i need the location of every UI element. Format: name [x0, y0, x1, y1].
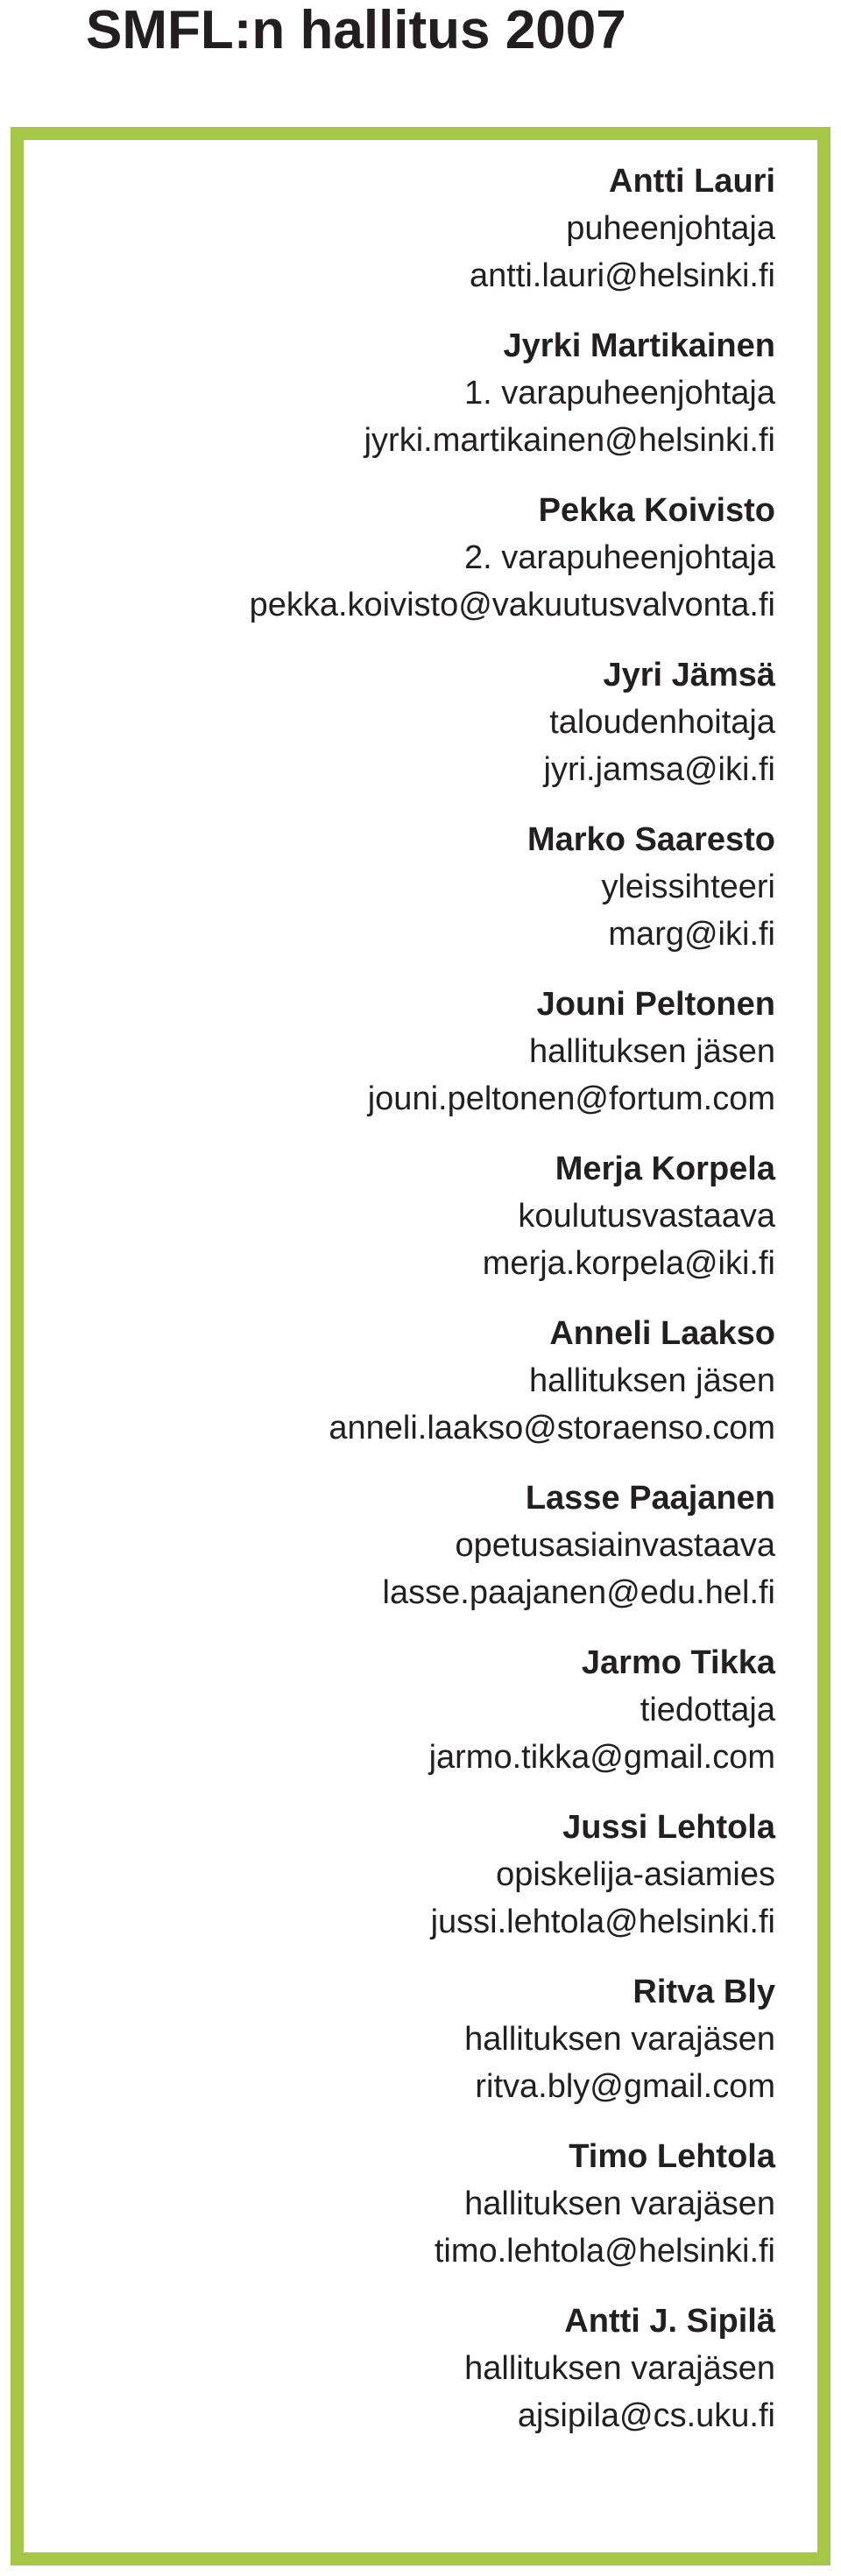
member-role: hallituksen jäsen	[529, 1362, 775, 1399]
member-email: antti.lauri@helsinki.fi	[469, 257, 775, 294]
member-role: koulutusvastaava	[518, 1198, 775, 1235]
member-email: jouni.peltonen@fortum.com	[367, 1080, 775, 1117]
member-entry	[250, 1639, 775, 1781]
member-name: Antti J. Sipilä	[564, 2303, 775, 2340]
member-name: Jouni Peltonen	[536, 986, 775, 1023]
member-email: jussi.lehtola@helsinki.fi	[430, 1904, 775, 1940]
member-entry	[250, 1968, 775, 2110]
page-title: SMFL:n hallitus 2007	[86, 0, 626, 60]
member-email: pekka.koivisto@vakuutusvalvonta.fi	[249, 587, 775, 623]
member-email: lasse.paajanen@edu.hel.fi	[382, 1574, 775, 1611]
member-role: opetusasiainvastaava	[455, 1527, 775, 1564]
board-members-frame	[11, 127, 830, 2565]
board-member-list	[250, 158, 775, 2462]
member-entry	[250, 816, 775, 958]
member-name: Jarmo Tikka	[581, 1644, 775, 1681]
member-role: hallituksen varajäsen	[464, 2185, 775, 2222]
member-email: ajsipila@cs.uku.fi	[517, 2397, 775, 2434]
member-role: taloudenhoitaja	[549, 704, 775, 741]
member-role: tiedottaja	[640, 1692, 775, 1728]
member-email: jyrki.martikainen@helsinki.fi	[364, 422, 775, 459]
member-name: Jyrki Martikainen	[503, 327, 775, 364]
member-name: Lasse Paajanen	[525, 1480, 775, 1517]
member-email: timo.lehtola@helsinki.fi	[434, 2233, 775, 2270]
member-entry	[250, 1145, 775, 1287]
member-entry	[250, 487, 775, 629]
member-email: jarmo.tikka@gmail.com	[428, 1739, 775, 1776]
member-email: anneli.laakso@storaenso.com	[329, 1410, 775, 1446]
member-entry	[250, 2133, 775, 2275]
member-role: hallituksen varajäsen	[464, 2350, 775, 2387]
member-role: yleissihteeri	[601, 869, 775, 905]
member-name: Ritva Bly	[633, 1974, 775, 2010]
member-role: 2. varapuheenjohtaja	[464, 539, 775, 576]
member-role: 1. varapuheenjohtaja	[464, 375, 775, 412]
member-entry	[250, 1475, 775, 1616]
member-entry	[250, 322, 775, 464]
member-name: Merja Korpela	[555, 1151, 775, 1187]
member-name: Pekka Koivisto	[538, 492, 775, 529]
member-role: puheenjohtaja	[566, 210, 775, 247]
member-email: marg@iki.fi	[608, 916, 775, 953]
member-entry	[250, 2298, 775, 2439]
member-role: opiskelija-asiamies	[496, 1856, 775, 1893]
member-email: ritva.bly@gmail.com	[475, 2068, 775, 2105]
member-name: Timo Lehtola	[569, 2138, 775, 2175]
member-entry	[250, 651, 775, 793]
member-entry	[250, 1804, 775, 1946]
member-entry	[250, 981, 775, 1123]
member-name: Anneli Laakso	[549, 1315, 775, 1352]
member-role: hallituksen jäsen	[529, 1033, 775, 1070]
member-email: jyri.jamsa@iki.fi	[543, 751, 775, 788]
member-name: Marko Saaresto	[527, 821, 775, 858]
member-email: merja.korpela@iki.fi	[482, 1245, 775, 1282]
member-name: Antti Lauri	[609, 163, 775, 200]
member-entry	[250, 158, 775, 299]
member-name: Jyri Jämsä	[603, 657, 775, 693]
member-entry	[250, 1310, 775, 1452]
member-role: hallituksen varajäsen	[464, 2021, 775, 2058]
member-name: Jussi Lehtola	[562, 1809, 775, 1846]
